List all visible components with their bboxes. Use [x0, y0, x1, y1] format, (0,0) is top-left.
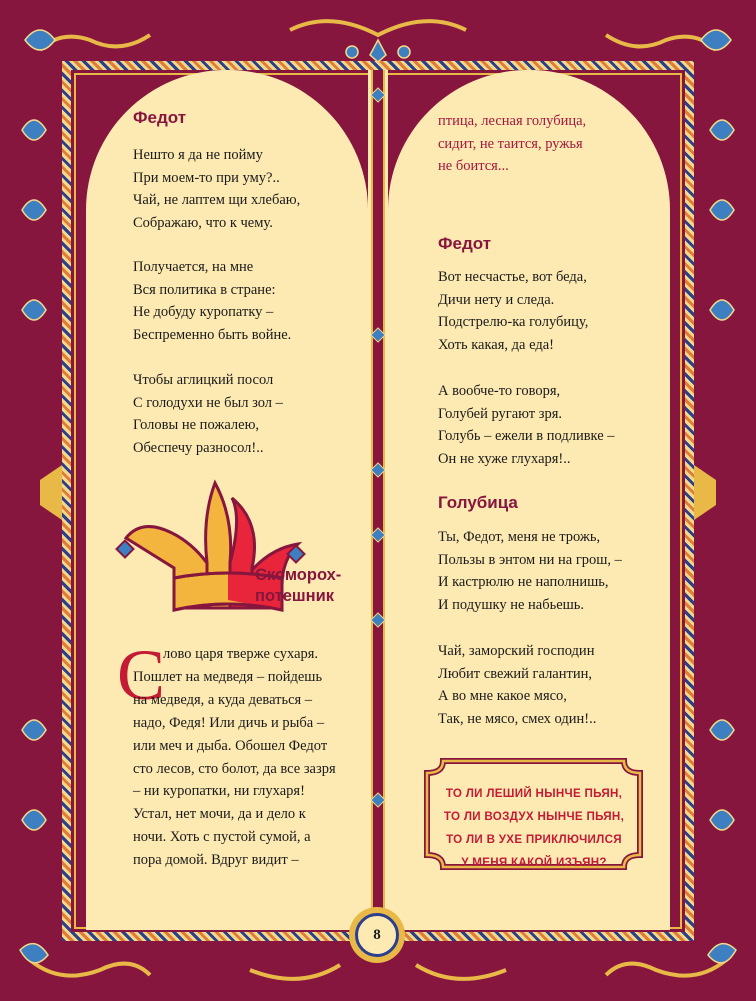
- right-heading-1: Федот: [438, 234, 492, 253]
- left-heading: Федот: [133, 108, 187, 127]
- left-stanza-1: Нешто я да не пойму При моем-то при уму?.. Чай, не лаптем щи хлебаю, Сображаю, что к чему.: [133, 147, 301, 231]
- prose-text: лово царя тверже сухаря. Пошлет на медведя – пойдешь на медведя, а куда деваться – надо, Федя! Или дичь и рыба – или меч и дыба. Обошел Федот сто лесов, сто болот, да все зазря – ни куропатки, ни глухаря! Устал, нет мочи, да и дело к ночи. Хоть с пустой сумой, а пора домой. Вдруг видит –: [133, 646, 336, 869]
- character-label: Скоморох- потешник: [255, 566, 342, 605]
- right-stanza-3: Ты, Федот, меня не трожь, Пользы в энтом ни на грош, – И кастрюлю не наполнишь, И подушку не набьешь.: [438, 529, 622, 613]
- banner-text: ТО ЛИ ЛЕШИЙ НЫНЧЕ ПЬЯН, ТО ЛИ ВОЗДУХ НЫНЧЕ ПЬЯН, ТО ЛИ В УХЕ ПРИКЛЮЧИЛСЯ У МЕНЯ КАКОЙ ИЗЪЯН?: [443, 787, 625, 869]
- top-ornament: [0, 0, 756, 80]
- right-stanza-4: Чай, заморский господин Любит свежий галантин, А во мне какое мясо, Так, не мясо, смех один!..: [438, 643, 597, 727]
- right-continuation: птица, лесная голубица, сидит, не таится, ружья не боится...: [438, 113, 587, 175]
- prose-paragraph: [133, 643, 338, 872]
- right-stanza-2: А вообче-то говоря, Голубей ругают зря. Голубь – ежели в подливке – Он не хуже глухаря!..: [438, 383, 615, 467]
- right-stanza-1: Вот несчастье, вот беда, Дичи нету и следа. Подстрелю-ка голубицу, Хоть какая, да еда!: [438, 269, 589, 353]
- right-heading-2: Голубица: [438, 493, 518, 512]
- page-number: 8: [355, 913, 399, 957]
- drop-cap: С: [117, 635, 166, 715]
- left-stanza-2: Получается, на мне Вся политика в стране: Не добуду куропатку – Беспременно быть войне.: [133, 259, 292, 343]
- left-stanza-3: Чтобы аглицкий посол С голодухи не был зол – Головы не пожалею, Обеспечу разносол!..: [133, 372, 283, 456]
